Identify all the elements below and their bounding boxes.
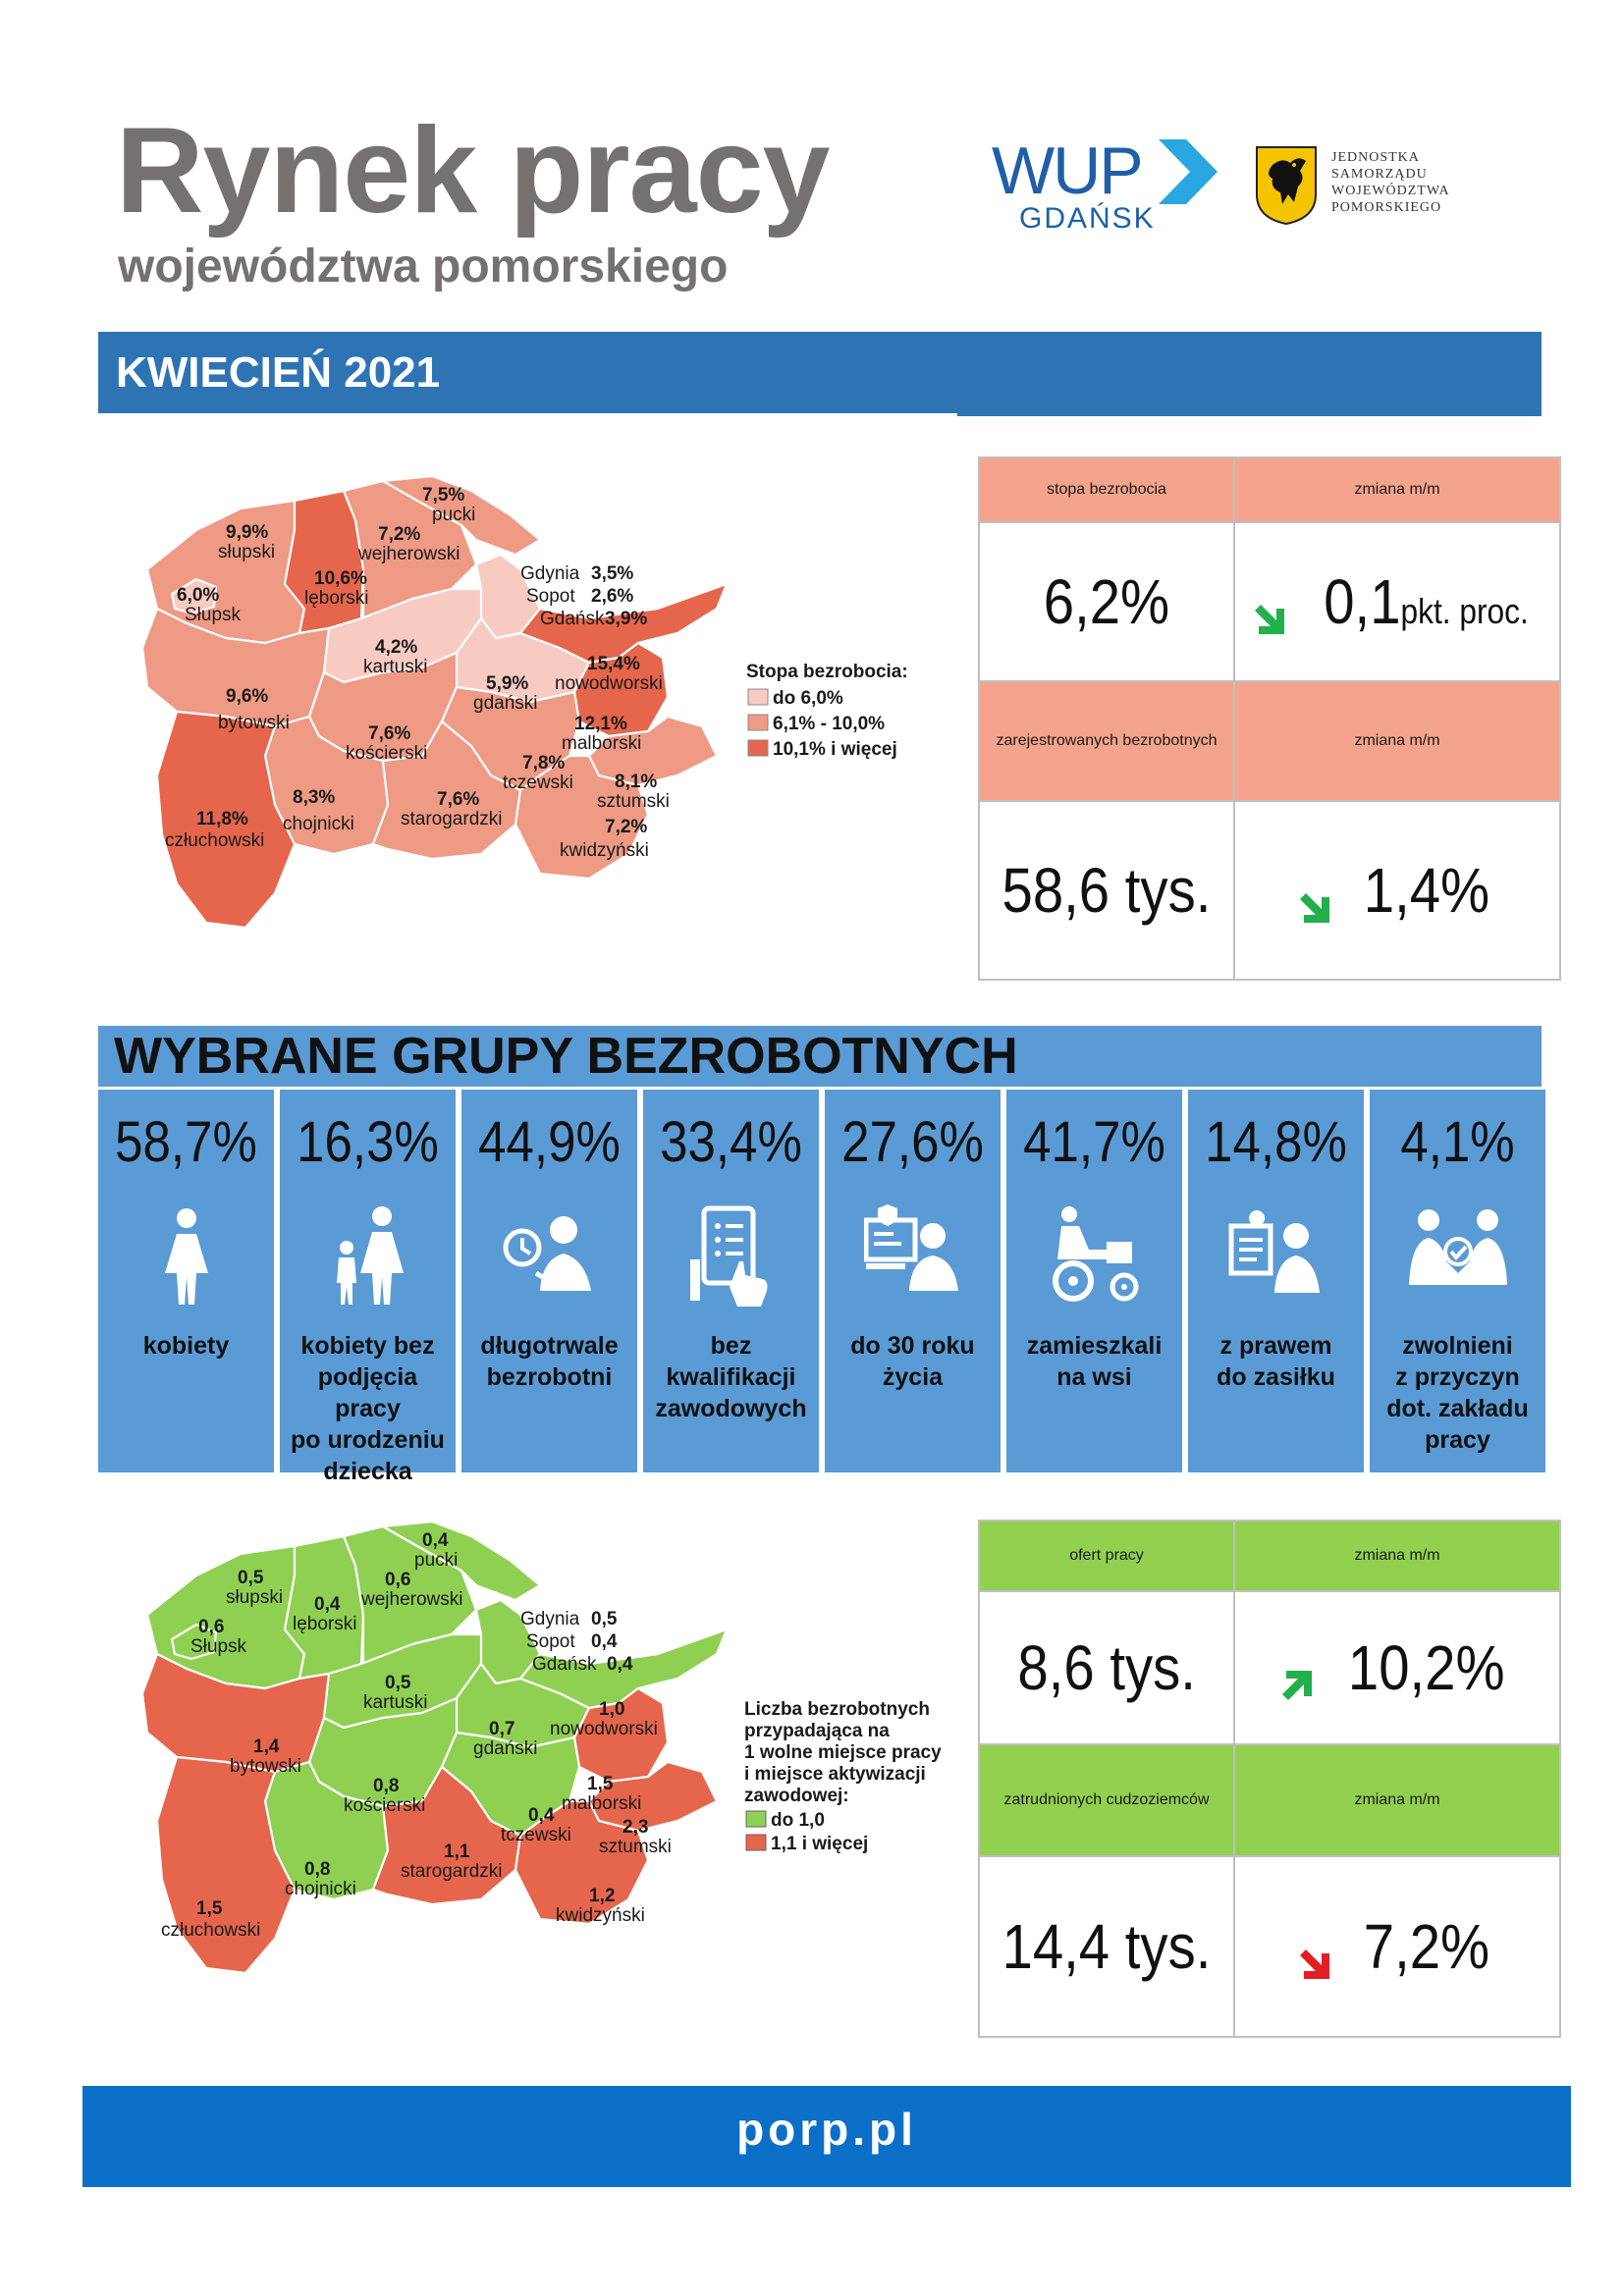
unemployed-per-offer-map xyxy=(128,1507,952,1998)
offers-change-cell xyxy=(1234,1591,1560,1744)
map2-label-value: 0,4 xyxy=(314,1594,341,1615)
group-percentage: 58,7% xyxy=(115,1110,257,1174)
rate-change-number: 0,1 xyxy=(1324,566,1401,637)
group-label: kobiety xyxy=(142,1332,230,1360)
map2-label-value: 1,0 xyxy=(599,1699,625,1720)
map2-legend-title-line: przypadająca na xyxy=(744,1721,890,1741)
rate-change-header: zmiana m/m xyxy=(1354,481,1440,498)
green-down-right-arrow-icon xyxy=(1296,889,1333,927)
map2-label-name: Sopot xyxy=(526,1631,575,1652)
map2-label-value: 0,5 xyxy=(238,1568,264,1588)
offers-header-cell xyxy=(979,1521,1234,1591)
map1-label-name: kartuski xyxy=(363,657,428,677)
registered-change-header-cell xyxy=(1234,681,1560,801)
map2-label-value: 0,4 xyxy=(422,1530,449,1551)
map1-label-value: 9,9% xyxy=(226,522,269,543)
group-percentage: 14,8% xyxy=(1205,1110,1347,1174)
map1-label-value: 7,6% xyxy=(368,723,411,744)
map2-label-name: chojnicki xyxy=(285,1879,356,1899)
offers-value: 8,6 tys. xyxy=(1017,1632,1196,1703)
foreigners-change-header-cell xyxy=(1234,1744,1560,1856)
map1-label-value: 2,6% xyxy=(591,586,634,607)
map1-legend-item: do 6,0% xyxy=(773,688,843,709)
map1-label-value: 9,6% xyxy=(226,686,269,707)
rate-change-unit: pkt. proc. xyxy=(1400,591,1530,631)
map1-label-value: 8,3% xyxy=(293,787,336,808)
map2-label-name: gdański xyxy=(473,1738,538,1759)
tractor-icon xyxy=(1046,1202,1144,1310)
group-card-no-qualifications xyxy=(643,1090,819,1472)
map1-label-value: 10,6% xyxy=(314,568,367,589)
foreigners-header: zatrudnionych cudzoziemców xyxy=(1003,1791,1210,1808)
group-percentage: 4,1% xyxy=(1400,1110,1515,1174)
map1-label-name: tczewski xyxy=(503,773,573,793)
offers-stats-table xyxy=(978,1520,1561,2038)
map1-label-value: 15,4% xyxy=(587,654,640,674)
wup-gdansk-logo[interactable] xyxy=(992,133,1218,236)
map1-label-name: słupski xyxy=(218,542,276,562)
map2-label-value: 1,1 xyxy=(444,1842,470,1862)
group-card-women xyxy=(98,1090,274,1472)
map2-label-name: starogardzki xyxy=(401,1861,503,1882)
registered-value-cell xyxy=(979,801,1234,980)
tablet-hand-icon xyxy=(682,1202,781,1310)
handshake-people-icon xyxy=(1409,1202,1507,1310)
registered-header-cell xyxy=(979,681,1234,801)
map1-label-value: 7,2% xyxy=(605,817,648,837)
map1-label-name: człuchowski xyxy=(165,830,265,851)
rate-change-cell xyxy=(1234,522,1560,681)
map1-label-name: Gdańsk xyxy=(540,609,605,629)
map2-legend-item: 1,1 i więcej xyxy=(771,1834,869,1854)
young-person-computer-icon xyxy=(864,1202,962,1310)
woman-icon xyxy=(137,1202,236,1310)
map1-legend-item: 10,1% i więcej xyxy=(773,739,897,760)
map2-label-name: bytowski xyxy=(230,1756,301,1777)
pomorskie-crest-icon xyxy=(1255,145,1318,226)
map2-label-value: 2,3 xyxy=(623,1817,649,1838)
green-up-right-arrow-icon xyxy=(1278,1667,1316,1704)
foreigners-value-cell xyxy=(979,1856,1234,2037)
map1-label-name: Gdynia xyxy=(520,563,580,584)
map1-label-name: kościerski xyxy=(346,743,428,764)
group-percentage: 27,6% xyxy=(841,1110,984,1174)
rate-change xyxy=(1325,565,1530,638)
unemployment-stats-table xyxy=(978,456,1561,981)
foreigners-value: 14,4 tys. xyxy=(1001,1911,1212,1982)
red-down-right-arrow-icon xyxy=(1296,1946,1333,1983)
page-title: Rynek pracy xyxy=(116,103,830,239)
map1-label-name: Słupsk xyxy=(185,605,242,625)
group-label: długotrwale bezrobotni xyxy=(480,1332,619,1391)
map1-label-name: wejherowski xyxy=(358,544,460,564)
unemployment-rate-map xyxy=(128,461,952,952)
map2-label-value: 0,5 xyxy=(385,1673,411,1693)
map1-label-value: 5,9% xyxy=(486,673,529,694)
map1-label-name: malborski xyxy=(562,733,642,754)
group-percentage: 41,7% xyxy=(1023,1110,1165,1174)
group-percentage: 44,9% xyxy=(478,1110,621,1174)
map2-legend-title-line: zawodowej: xyxy=(744,1786,849,1806)
map2-label-name: malborski xyxy=(562,1793,642,1814)
foreigners-change: 7,2% xyxy=(1363,1911,1490,1982)
map2-legend-title-line: 1 wolne miejsce pracy xyxy=(744,1742,942,1763)
map1-legend-item: 6,1% - 10,0% xyxy=(773,714,886,734)
jsw-logo-line: POMORSKIEGO xyxy=(1331,200,1442,215)
group-label: kobiety bez podjęcia pracy po urodzeniu dziecka xyxy=(291,1332,445,1485)
jsw-logo-line: JEDNOSTKA xyxy=(1331,150,1420,165)
map1-label-value: 7,2% xyxy=(378,524,421,545)
map2-label-name: Gdańsk xyxy=(532,1654,597,1675)
map1-label-name: kwidzyński xyxy=(560,840,649,861)
group-card-rural xyxy=(1006,1090,1182,1472)
foreigners-change-cell xyxy=(1234,1856,1560,2037)
map2-label-name: człuchowski xyxy=(161,1920,261,1941)
offers-change: 10,2% xyxy=(1348,1632,1505,1703)
registered-change-cell xyxy=(1234,801,1560,980)
map1-label-name: lęborski xyxy=(304,588,369,609)
group-percentage: 16,3% xyxy=(297,1110,439,1174)
map1-label-name: chojnicki xyxy=(283,814,354,834)
registered-value: 58,6 tys. xyxy=(1001,855,1212,926)
groups-title: WYBRANE GRUPY BEZROBOTNYCH xyxy=(114,1028,1018,1085)
wup-logo-text: WUP xyxy=(992,133,1142,208)
chevron-right-icon xyxy=(1159,139,1218,204)
map2-label-value: 0,4 xyxy=(528,1805,555,1826)
rate-header-cell xyxy=(979,457,1234,522)
jsw-logo-line: WOJEWÓDZTWA xyxy=(1331,184,1450,198)
map1-label-name: bytowski xyxy=(218,713,290,733)
map2-label-value: 0,4 xyxy=(591,1631,618,1652)
offers-change-header-cell xyxy=(1234,1521,1560,1591)
group-card-mothers xyxy=(280,1090,456,1485)
group-card-under-30 xyxy=(825,1090,1001,1472)
map1-label-name: pucki xyxy=(432,505,476,525)
group-label: zamieszkali na wsi xyxy=(1026,1332,1163,1391)
map2-label-value: 0,7 xyxy=(489,1719,515,1739)
group-label: bez kwalifikacji zawodowych xyxy=(655,1332,807,1422)
registered-header: zarejestrowanych bezrobotnych xyxy=(996,732,1218,749)
map2-label-name: kościerski xyxy=(344,1795,426,1816)
map1-label-value: 12,1% xyxy=(574,714,627,734)
map1-legend-title: Stopa bezrobocia: xyxy=(746,662,908,682)
rate-change-header-cell xyxy=(1234,457,1560,522)
offers-change-header: zmiana m/m xyxy=(1354,1547,1440,1564)
clock-person-icon xyxy=(501,1202,599,1310)
person-document-icon xyxy=(1227,1202,1326,1310)
map2-label-value: 1,2 xyxy=(589,1886,616,1906)
map2-label-value: 1,5 xyxy=(196,1898,223,1919)
rate-header: stopa bezrobocia xyxy=(1047,481,1166,498)
offers-value-cell xyxy=(979,1591,1234,1744)
group-percentage: 33,4% xyxy=(660,1110,802,1174)
map1-legend xyxy=(746,662,908,760)
map2-label-name: nowodworski xyxy=(550,1719,658,1739)
map1-label-value: 3,5% xyxy=(591,563,634,584)
map2-label-value: 1,5 xyxy=(587,1774,614,1794)
map2-label-value: 0,5 xyxy=(591,1609,618,1629)
map2-legend-title-line: i miejsce aktywizacji xyxy=(744,1764,926,1785)
map2-label-name: pucki xyxy=(414,1550,459,1571)
map2-label-name: lęborski xyxy=(293,1614,357,1634)
map1-label-name: starogardzki xyxy=(401,809,503,829)
map1-label-value: 4,2% xyxy=(375,637,418,658)
map2-label-value: 0,8 xyxy=(373,1776,400,1796)
map1-label-value: 8,1% xyxy=(615,772,658,792)
map2-label-value: 0,6 xyxy=(198,1617,225,1637)
map2-label-value: 1,4 xyxy=(253,1736,280,1757)
jsw-logo-text xyxy=(1331,149,1450,216)
map1-label-name: sztumski xyxy=(597,791,670,812)
map2-label-value: 0,4 xyxy=(607,1654,633,1675)
registered-change: 1,4% xyxy=(1363,855,1490,926)
map2-label-name: słupski xyxy=(226,1587,284,1608)
group-card-dismissed xyxy=(1370,1090,1545,1472)
map2-label-value: 0,6 xyxy=(385,1570,411,1590)
offers-header: ofert pracy xyxy=(1069,1547,1144,1564)
map2-label-name: Gdynia xyxy=(520,1609,580,1629)
map2-legend xyxy=(744,1699,942,1854)
mother-child-icon xyxy=(319,1202,417,1310)
map1-label-value: 6,0% xyxy=(177,585,220,606)
group-card-benefit xyxy=(1188,1090,1364,1472)
group-label: zwolnieni z przyczyn dot. zakładu pracy xyxy=(1386,1332,1529,1454)
map2-label-name: tczewski xyxy=(501,1825,571,1845)
month-label: KWIECIEŃ 2021 xyxy=(116,348,441,397)
map1-label-name: Sopot xyxy=(526,586,575,607)
website-link[interactable]: porp.pl xyxy=(736,2104,917,2155)
map2-legend-item: do 1,0 xyxy=(771,1810,825,1831)
wup-logo-subtext: GDAŃSK xyxy=(1019,202,1156,235)
group-label: do 30 roku życia xyxy=(850,1332,975,1391)
rate-value-cell xyxy=(979,522,1234,681)
map1-label-name: nowodworski xyxy=(555,673,663,694)
map2-label-value: 0,8 xyxy=(304,1859,331,1880)
map1-label-name: gdański xyxy=(473,693,538,714)
map1-label-value: 7,6% xyxy=(437,789,480,810)
green-down-right-arrow-icon xyxy=(1251,601,1288,638)
map2-label-name: kartuski xyxy=(363,1692,428,1713)
map2-label-name: Słupsk xyxy=(190,1636,247,1657)
page-subtitle: województwa pomorskiego xyxy=(118,240,729,293)
foreigners-header-cell xyxy=(979,1744,1234,1856)
map2-label-name: sztumski xyxy=(599,1837,672,1857)
map1-label-value: 11,8% xyxy=(196,809,248,829)
group-card-long-term xyxy=(461,1090,637,1472)
map1-label-value: 7,5% xyxy=(422,485,465,506)
map2-label-name: kwidzyński xyxy=(556,1905,645,1926)
map1-label-value: 7,8% xyxy=(522,753,566,774)
registered-change-header: zmiana m/m xyxy=(1354,732,1440,749)
jsw-logo-line: SAMORZĄDU xyxy=(1331,167,1428,182)
map1-label-value: 3,9% xyxy=(605,609,648,629)
rate-value: 6,2% xyxy=(1043,566,1170,637)
map2-label-name: wejherowski xyxy=(361,1589,463,1610)
foreigners-change-header: zmiana m/m xyxy=(1354,1791,1440,1808)
group-label: z prawem do zasiłku xyxy=(1217,1332,1335,1391)
map2-legend-title-line: Liczba bezrobotnych xyxy=(744,1699,930,1720)
